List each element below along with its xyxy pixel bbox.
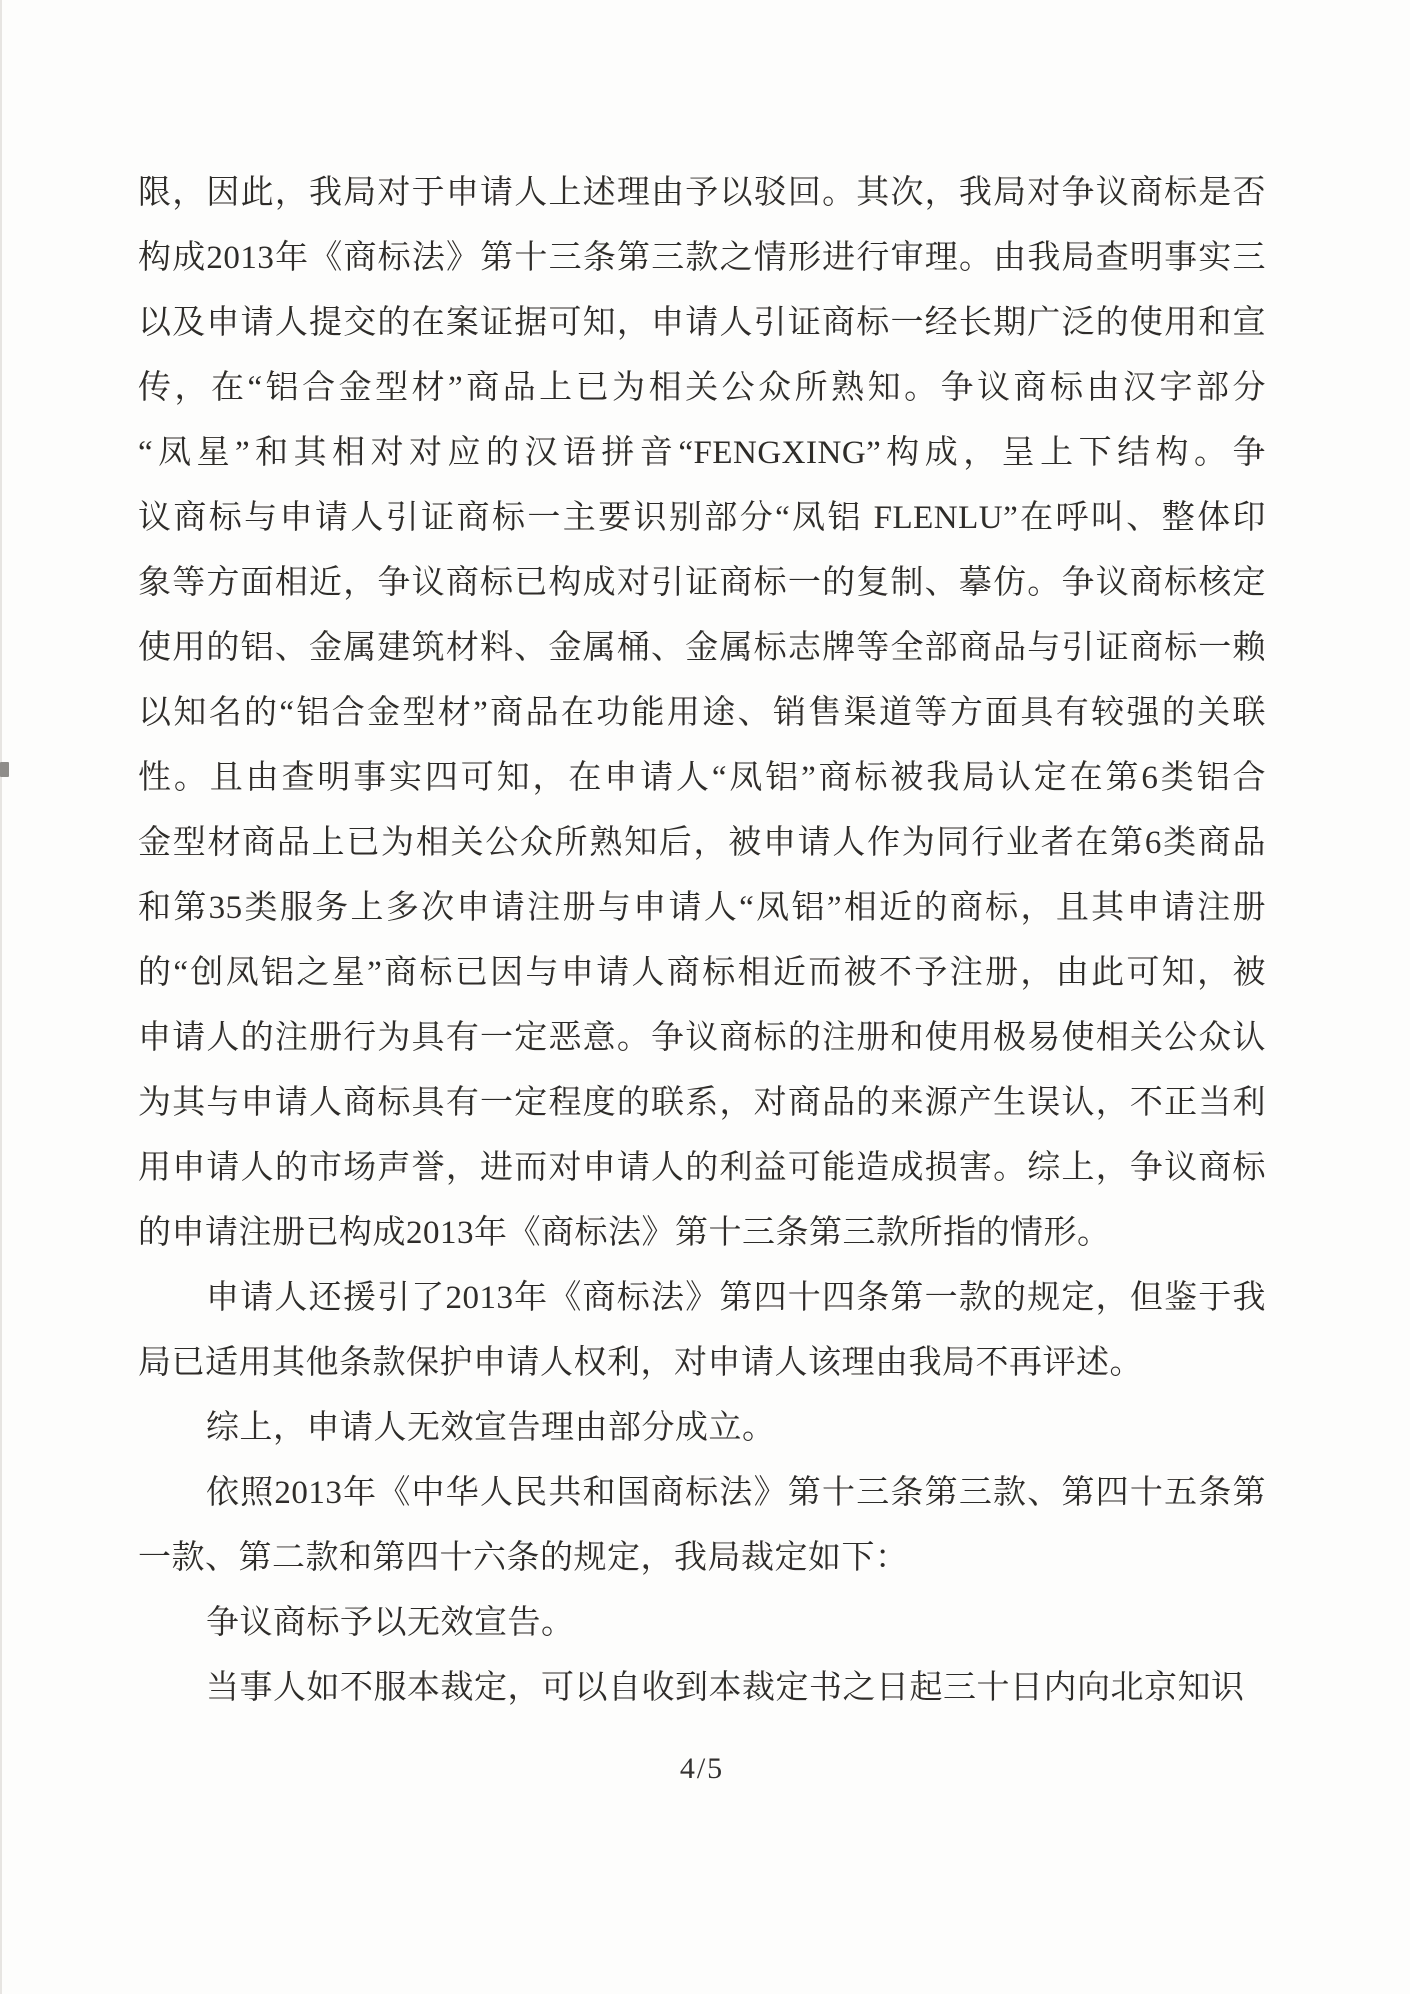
text-line: 金型材商品上已为相关公众所熟知后，被申请人作为同行业者在第6类商品 <box>138 825 1266 861</box>
text-line: 局已适用其他条款保护申请人权利，对申请人该理由我局不再评述。 <box>138 1345 1143 1381</box>
text-line: 象等方面相近，争议商标已构成对引证商标一的复制、摹仿。争议商标核定 <box>138 565 1266 601</box>
text-line: “凤星”和其相对对应的汉语拼音“FENGXING”构成，呈上下结构。争 <box>138 435 1266 471</box>
text-line: 性。且由查明事实四可知，在申请人“凤铝”商标被我局认定在第6类铝合 <box>138 760 1266 796</box>
text-line: 一款、第二款和第四十六条的规定，我局裁定如下： <box>138 1540 909 1576</box>
text-line: 为其与申请人商标具有一定程度的联系，对商品的来源产生误认，不正当利 <box>138 1085 1266 1121</box>
text-line: 以知名的“铝合金型材”商品在功能用途、销售渠道等方面具有较强的关联 <box>138 695 1266 731</box>
text-line: 申请人的注册行为具有一定恶意。争议商标的注册和使用极易使相关公众认 <box>138 1020 1266 1056</box>
text-line: 限，因此，我局对于申请人上述理由予以驳回。其次，我局对争议商标是否 <box>138 175 1266 211</box>
text-line: 传，在“铝合金型材”商品上已为相关公众所熟知。争议商标由汉字部分 <box>138 370 1266 406</box>
document-text <box>138 161 1266 1721</box>
text-line: 综上，申请人无效宣告理由部分成立。 <box>206 1410 776 1446</box>
text-line: 争议商标予以无效宣告。 <box>206 1605 575 1641</box>
text-line: 议商标与申请人引证商标一主要识别部分“凤铝 FLENLU”在呼叫、整体印 <box>138 500 1266 536</box>
scan-edge-shadow <box>0 0 2 1994</box>
text-line: 当事人如不服本裁定，可以自收到本裁定书之日起三十日内向北京知识 <box>206 1670 1245 1706</box>
text-line: 的申请注册已构成2013年《商标法》第十三条第三款所指的情形。 <box>138 1215 1111 1251</box>
text-line: 依照2013年《中华人民共和国商标法》第十三条第三款、第四十五条第 <box>206 1475 1266 1511</box>
text-line: 用申请人的市场声誉，进而对申请人的利益可能造成损害。综上，争议商标 <box>138 1150 1266 1186</box>
page-number: 4/5 <box>679 1752 725 1785</box>
scan-edge-speck <box>0 762 9 777</box>
text-line: 以及申请人提交的在案证据可知，申请人引证商标一经长期广泛的使用和宣 <box>138 305 1266 341</box>
text-line: 的“创凤铝之星”商标已因与申请人商标相近而被不予注册，由此可知，被 <box>138 955 1266 991</box>
text-line: 使用的铝、金属建筑材料、金属桶、金属标志牌等全部商品与引证商标一赖 <box>138 630 1266 666</box>
text-line: 构成2013年《商标法》第十三条第三款之情形进行审理。由我局查明事实三 <box>138 240 1266 276</box>
text-line: 和第35类服务上多次申请注册与申请人“凤铝”相近的商标，且其申请注册 <box>138 890 1266 926</box>
text-line: 申请人还援引了2013年《商标法》第四十四条第一款的规定，但鉴于我 <box>206 1280 1266 1316</box>
